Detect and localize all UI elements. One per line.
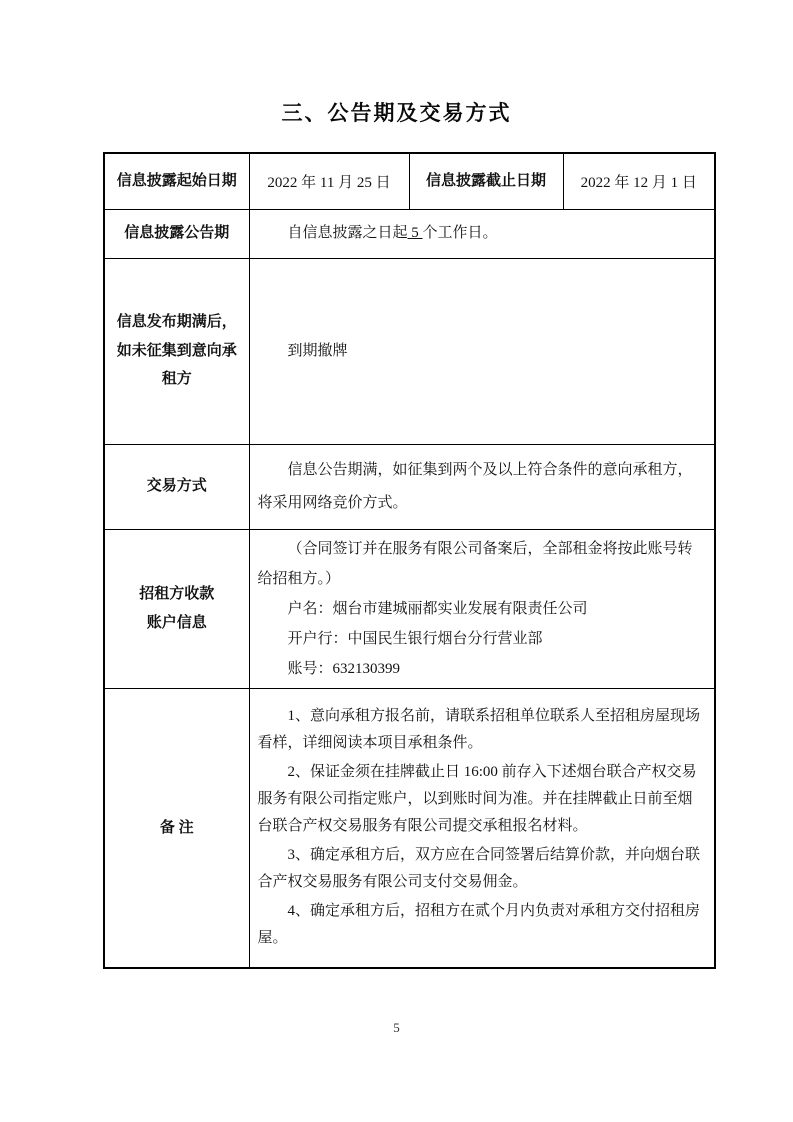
expiry-action-value	[249, 258, 715, 444]
announcement-period-prefix: 自信息披露之日起	[287, 225, 408, 242]
announcement-table	[103, 152, 716, 969]
announcement-period-text	[258, 219, 707, 248]
announcement-period-value	[249, 209, 715, 258]
account-number-text: 账号：632130399	[287, 660, 401, 677]
table-row-expiry-action	[104, 258, 715, 444]
account-info-label-stack	[113, 580, 241, 637]
table-row-account-info	[104, 529, 715, 688]
label-announcement-period: 信息披露公告期	[104, 209, 249, 258]
trade-method-text: 信息公告期满，如征集到两个及以上符合条件的意向承租方，将采用网络竞价方式。	[257, 461, 693, 511]
account-info-label-line1: 招租方收款	[139, 586, 215, 602]
label-account-info	[104, 529, 249, 688]
remark-item-4: 4、确定承租方后，招租方在贰个月内负责对承租方交付招租房屋。	[257, 903, 701, 947]
disclosure-start-date-value: 2022 年 11 月 25 日	[249, 153, 409, 209]
remark-item-2: 2、保证金须在挂牌截止日 16:00 前存入下述烟台联合产权交易服务有限公司指定账户，以到账时间为准。并在挂牌截止日前至烟台联合产权交易服务有限公司提交承租报名材料。	[257, 764, 697, 835]
page-number: 5	[393, 1020, 400, 1035]
page-title: 三、公告期及交易方式	[281, 101, 512, 125]
account-note-text: （合同签订并在服务有限公司备案后，全部租金将按此账号转给招租方。）	[257, 540, 693, 587]
label-remarks: 备 注	[104, 688, 249, 968]
remark-item-1: 1、意向承租方报名前，请联系招租单位联系人至招租房屋现场看样，详细阅读本项目承租条件。	[257, 708, 701, 752]
label-expiry-action: 信息发布期满后，如未征集到意向承租方	[104, 258, 249, 444]
remarks-value	[249, 688, 715, 968]
disclosure-end-date-value: 2022 年 12 月 1 日	[563, 153, 715, 209]
account-bank-text: 开户行：中国民生银行烟台分行营业部	[287, 630, 543, 647]
account-info-label-line2: 账户信息	[146, 614, 207, 631]
table-row-trade-method	[104, 444, 715, 529]
announcement-period-days: 5	[407, 225, 423, 242]
label-trade-method: 交易方式	[104, 444, 249, 529]
table-row-remarks	[104, 688, 715, 968]
account-info-value	[249, 529, 715, 688]
label-disclosure-end-date: 信息披露截止日期	[409, 153, 563, 209]
remark-item-3: 3、确定承租方后，双方应在合同签署后结算价款，并向烟台联合产权交易服务有限公司支付交易佣金。	[257, 847, 701, 891]
label-disclosure-start-date: 信息披露起始日期	[104, 153, 249, 209]
announcement-period-suffix: 个工作日。	[422, 225, 498, 242]
trade-method-value	[249, 444, 715, 529]
account-name-text: 户名：烟台市建城丽都实业发展有限责任公司	[287, 600, 588, 617]
table-row-disclosure-dates	[104, 153, 715, 209]
expiry-action-text: 到期撤牌	[287, 343, 348, 359]
table-row-announcement-period	[104, 209, 715, 258]
